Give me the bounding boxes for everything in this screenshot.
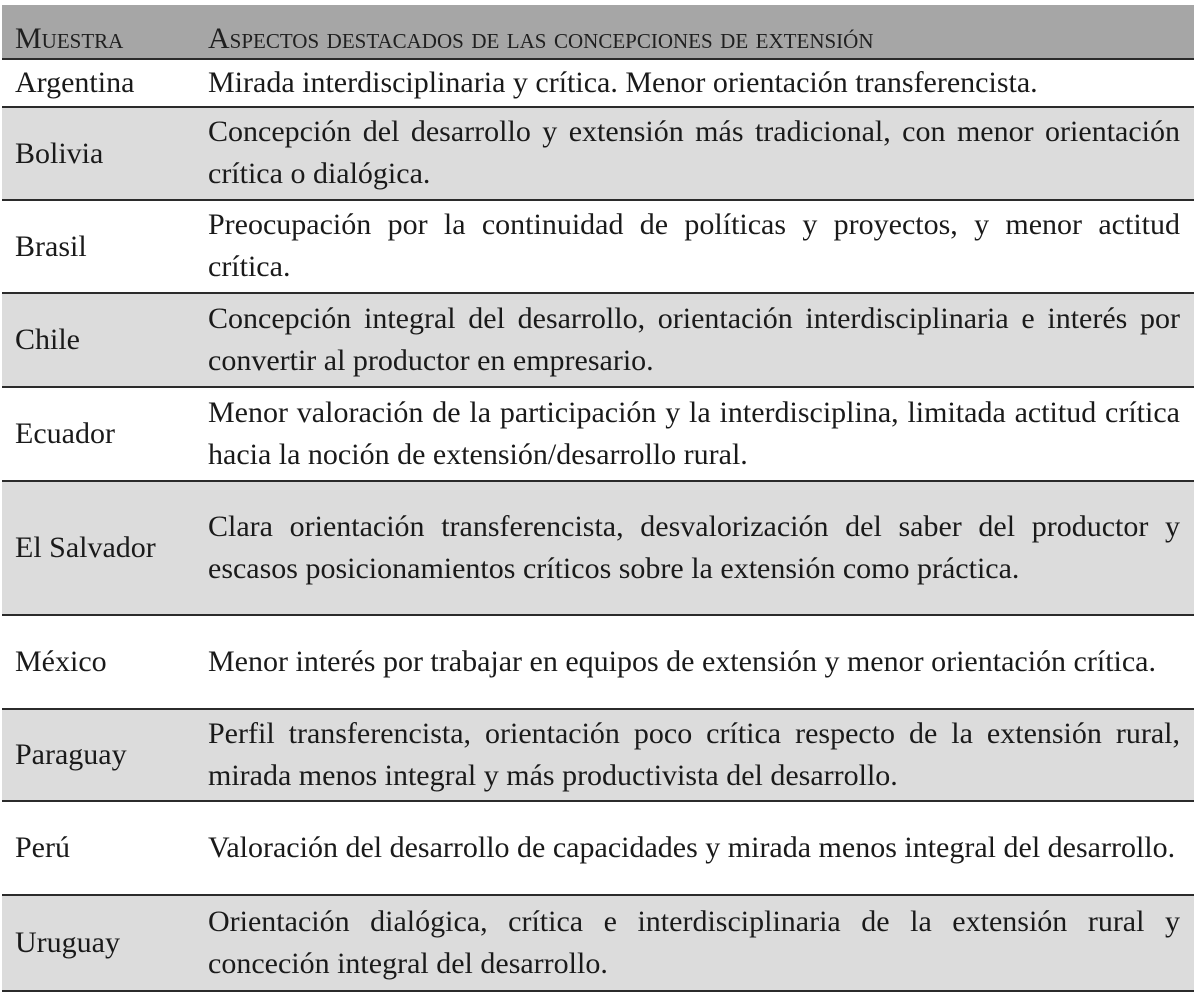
row-aspects: Preocupación por la continuidad de políticas y proyectos, y menor actitud crítica. — [208, 208, 1180, 283]
row-country: México — [15, 645, 107, 678]
row-country: Uruguay — [15, 926, 120, 959]
table-row — [2, 616, 1194, 710]
table-row — [2, 294, 1194, 388]
row-aspects: Menor valoración de la participación y la interdisciplina, limitada actitud crítica hacia la noción de extensión/desarrollo rural. — [208, 395, 1180, 471]
row-country: El Salvador — [15, 531, 156, 564]
table-row — [2, 388, 1194, 482]
row-country: Argentina — [15, 66, 135, 99]
row-country: Perú — [15, 831, 70, 864]
table-row — [2, 60, 1194, 108]
row-aspects: Clara orientación transferencista, desvalorización del saber del productor y escasos posicionamientos críticos sobre la extensión como práctica. — [208, 509, 1180, 585]
table-row — [2, 710, 1194, 802]
table-row — [2, 896, 1194, 992]
row-aspects: Concepción integral del desarrollo, orientación interdisciplinaria e interés por convertir al productor en empresario. — [208, 301, 1180, 377]
header-aspects: Aspectos destacados de las concepciones de extensión — [208, 22, 874, 55]
table-row — [2, 108, 1194, 201]
row-aspects: Valoración del desarrollo de capacidades y mirada menos integral del desarrollo. — [208, 830, 1176, 864]
table-row — [2, 802, 1194, 896]
row-aspects: Orientación dialógica, crítica e interdisciplinaria de la extensión rural y conceción integral del desarrollo. — [208, 904, 1180, 980]
row-country: Bolivia — [15, 136, 104, 170]
row-country: Paraguay — [15, 738, 127, 771]
header-sample: Muestra — [15, 22, 124, 55]
row-country: Brasil — [15, 229, 87, 263]
row-aspects: Menor interés por trabajar en equipos de extensión y menor orientación crítica. — [208, 644, 1156, 678]
row-aspects: Mirada interdisciplinaria y crítica. Menor orientación transferencista. — [208, 65, 1038, 99]
table-row — [2, 482, 1194, 616]
table-row — [2, 201, 1194, 294]
table-header — [2, 5, 1194, 60]
row-aspects: Perfil transferencista, orientación poco crítica respecto de la extensión rural, mirada menos integral y más productivista del desarrollo. — [208, 716, 1180, 792]
row-country: Ecuador — [15, 417, 115, 450]
row-country: Chile — [15, 323, 80, 356]
extension-conceptions-table — [2, 5, 1194, 992]
row-aspects: Concepción del desarrollo y extensión más tradicional, con menor orientación crítica o dialógica. — [208, 115, 1180, 190]
